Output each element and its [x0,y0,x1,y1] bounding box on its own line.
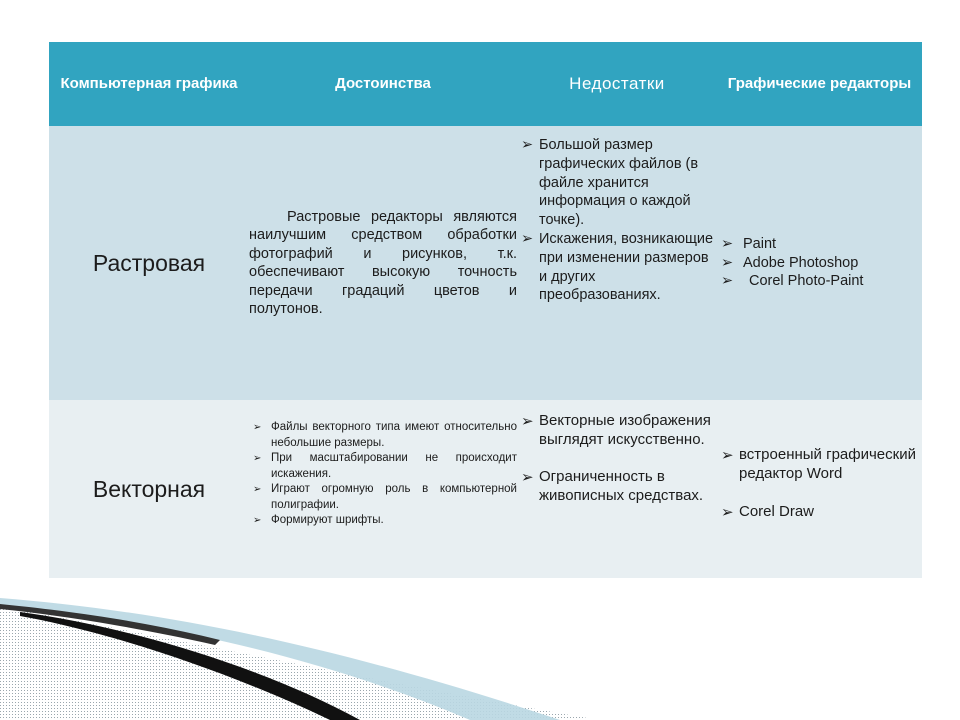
list-item: ➢ Большой размер графических файлов (в файле хранится информация о каждой точке). [517,136,717,230]
list-item: ➢ Играют огромную роль в компьютерной полиграфии. [249,482,517,513]
vector-advantages-list [249,420,517,529]
list-item: ➢ Векторные изображения выглядят искусственно. [517,412,717,450]
list-item: ➢ Искажения, возникающие при изменении размеров и других преобразованиях. [517,230,717,305]
header-editors: Графические редакторы [717,42,922,126]
raster-disadvantages-list [517,136,717,305]
header-disadvantages: Недостатки [517,42,717,126]
list-item: ➢ При масштабировании не происходит искажения. [249,451,517,482]
list-item: ➢ Файлы векторного типа имеют относительно небольшие размеры. [249,420,517,451]
raster-advantages-cell [249,126,517,400]
raster-disadvantages-cell [517,126,717,400]
row-name-raster: Растровая [49,126,249,400]
raster-editors-list [717,235,922,291]
vector-disadvantages-list-2 [517,468,717,506]
vector-advantages-cell [249,400,517,578]
list-item: ➢ Adobe Photoshop [717,254,922,273]
list-item: ➢ Формируют шрифты. [249,513,517,529]
vector-disadvantages-cell [517,400,717,578]
vector-editors-list [717,446,922,484]
vector-disadvantages-list [517,412,717,450]
list-item: ➢ Corel Draw [717,503,922,522]
header-advantages: Достоинства [249,42,517,126]
list-item: ➢ Paint [717,235,922,254]
table-row-raster [49,126,922,400]
raster-advantages-text: Растровые редакторы являются наилучшим средством обработки фотографий и рисунков, т.к. обеспечивают высокую точность передачи градаций цветов и полутонов. [249,208,517,317]
row-name-vector: Векторная [49,400,249,578]
list-item: ➢ Ограниченность в живописных средствах. [517,468,717,506]
list-item: ➢ встроенный графический редактор Word [717,446,922,484]
header-row [49,42,922,126]
table-row-vector [49,400,922,578]
list-item: ➢ Corel Photo-Paint [717,272,922,291]
raster-editors-cell [717,126,922,400]
header-graphics-type: Компьютерная графика [49,42,249,126]
vector-editors-list-2 [717,503,922,522]
vector-editors-cell [717,400,922,578]
comparison-table [49,42,922,578]
